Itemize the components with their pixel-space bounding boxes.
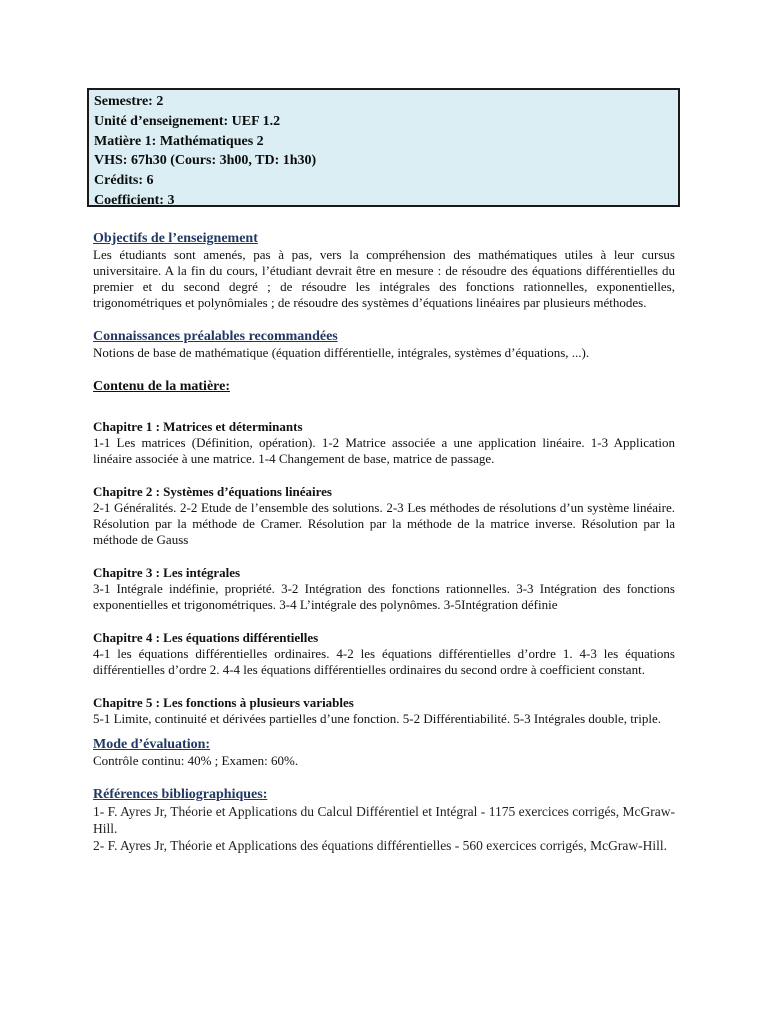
document-content xyxy=(93,230,675,854)
contenu-heading: Contenu de la matière: xyxy=(93,379,230,394)
chapter-4-title: Chapitre 4 : Les équations différentielles xyxy=(93,630,319,645)
objectifs-heading: Objectifs de l’enseignement xyxy=(93,231,258,246)
info-matiere: Matière 1: Mathématiques 2 xyxy=(94,133,264,149)
info-unite: Unité d’enseignement: UEF 1.2 xyxy=(94,113,281,129)
chapter-2-text: 2-1 Généralités. 2-2 Etude de l’ensemble des solutions. 2-3 Les méthodes de résolutions d’un système linéaire. Résolution par la méthode de Cramer. Résolution par la méthode de la matrice inverse. Résolution par la méthode de Gauss xyxy=(93,500,675,547)
info-semestre: Semestre: 2 xyxy=(94,94,164,109)
chapter-4-text: 4-1 les équations différentielles ordinaires. 4-2 les équations différentielles d’ordre 1. 4-3 les équations différentielles d’ordre 2. 4-4 les équations différentielles ordinaires du second ordre à coefficient constant. xyxy=(93,646,675,677)
references-heading: Références bibliographiques: xyxy=(93,787,268,802)
info-vhs: VHS: 67h30 (Cours: 3h00, TD: 1h30) xyxy=(94,153,317,169)
reference-item: 2- F. Ayres Jr, Théorie et Applications des équations différentielles - 560 exercices corrigés, McGraw-Hill. xyxy=(93,838,667,853)
chapter-5-text: 5-1 Limite, continuité et dérivées partielles d’une fonction. 5-2 Différentiabilité. 5-3 Intégrales double, triple. xyxy=(93,711,661,726)
info-coefficient: Coefficient: 3 xyxy=(94,192,175,208)
reference-item: 1- F. Ayres Jr, Théorie et Applications du Calcul Différentiel et Intégral - 1175 exercices corrigés, McGraw-Hill. xyxy=(93,804,675,836)
chapter-5-title: Chapitre 5 : Les fonctions à plusieurs variables xyxy=(93,695,354,710)
info-credits: Crédits: 6 xyxy=(94,173,154,189)
chapter-1-title: Chapitre 1 : Matrices et déterminants xyxy=(93,419,303,434)
course-info-box xyxy=(87,88,680,207)
evaluation-text: Contrôle continu: 40% ; Examen: 60%. xyxy=(93,753,299,768)
chapter-3-title: Chapitre 3 : Les intégrales xyxy=(93,565,241,580)
prealables-heading: Connaissances préalables recommandées xyxy=(93,329,338,344)
objectifs-text: Les étudiants sont amenés, pas à pas, vers la compréhension des mathématiques utiles à leur cursus universitaire. A la fin du cours, l’étudiant devrait être en mesure : de résoudre des équations différentielles du premier et du second degré ; de résoudre les intégrales des fonctions rationnelles, exponentielles, trigonométriques et polynômiales ; de résoudre des systèmes d’équations linéaires par plusieurs méthodes. xyxy=(93,247,675,310)
chapter-2-title: Chapitre 2 : Systèmes d’équations linéaires xyxy=(93,484,332,499)
evaluation-heading: Mode d’évaluation: xyxy=(93,737,211,752)
chapter-1-text: 1-1 Les matrices (Définition, opération). 1-2 Matrice associée a une application linéaire. 1-3 Application linéaire associée à une matrice. 1-4 Changement de base, matrice de passage. xyxy=(93,435,675,466)
chapter-3-text: 3-1 Intégrale indéfinie, propriété. 3-2 Intégration des fonctions rationnelles. 3-3 Intégration des fonctions exponentielles et trigonométriques. 3-4 L’intégrale des polynômes. 3-5Intégration définie xyxy=(93,581,675,612)
prealables-text: Notions de base de mathématique (équation différentielle, intégrales, systèmes d’équations, ...). xyxy=(93,345,590,360)
